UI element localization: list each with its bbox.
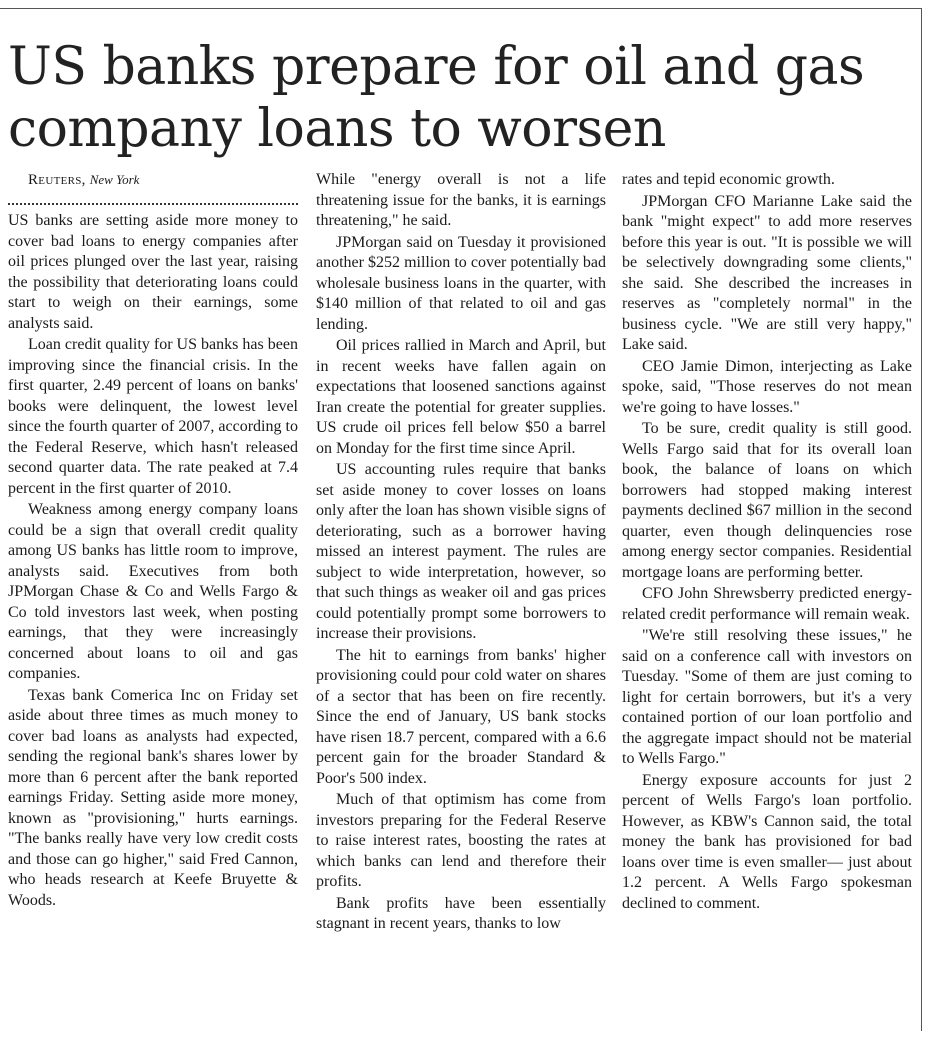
right-rule: [921, 8, 922, 1031]
paragraph: rates and tepid economic growth.: [622, 171, 835, 188]
paragraph: Energy exposure accounts for just 2 percent of Wells Fargo's loan portfolio. However, as KBW's Cannon said, the total money the bank has provisioned for bad loans over time is even smaller— just about 1.2 percent. A Wells Fargo spokesman declined to comment.: [622, 771, 912, 912]
paragraph: To be sure, credit quality is still good. Wells Fargo said that for its overall loan book, the balance of loans on which borrowers had stopped making interest payments declined $67 million in the second quarter, even though delinquencies rose among energy sector companies. Residential mortgage loans are performing better.: [622, 420, 912, 581]
article-column-1: [8, 170, 298, 1032]
byline: [8, 170, 298, 191]
paragraph: Much of that optimism has come from investors preparing for the Federal Reserve to raise interest rates, boosting the rates at which banks can lend and therefore their profits.: [316, 791, 606, 890]
paragraph: Weakness among energy company loans could be a sign that overall credit quality among US banks has little room to improve, analysts said. Executives from both JPMorgan Chase & Co and Wells Fargo & Co told investors last week, when posting earnings, that they were increasingly concerned about loans to oil and gas companies.: [8, 501, 298, 682]
paragraph: CFO John Shrewsberry predicted energy-related credit performance will remain weak.: [622, 585, 912, 623]
top-rule: [0, 8, 921, 9]
paragraph: JPMorgan said on Tuesday it provisioned another $252 million to cover potentially bad wholesale business loans in the quarter, with $140 million of that related to oil and gas lending.: [316, 233, 606, 333]
paragraph: US banks are setting aside more money to cover bad loans to energy companies after oil prices plunged over the last year, raising the possibility that deteriorating loans could start to weigh on their earnings, some analysts said.: [8, 212, 298, 332]
paragraph: While "energy overall is not a life threatening issue for the banks, it is earnings threatening," he said.: [316, 171, 606, 229]
article-column-3: [622, 170, 912, 1032]
paragraph: CEO Jamie Dimon, interjecting as Lake spoke, said, "Those reserves do not mean we're going to have losses.": [622, 357, 912, 416]
paragraph: The hit to earnings from banks' higher provisioning could pour cold water on shares of a sector that has been on fire recently. Since the end of January, US bank stocks have risen 18.7 percent, compared with a 6.6 percent gain for the broader Standard & Poor's 500 index.: [316, 646, 606, 787]
byline-place: New York: [89, 172, 140, 187]
paragraph: JPMorgan CFO Marianne Lake said the bank "might expect" to add more reserves before this year is out. "It is possible we will be selectively downgrading some clients," she said. She described the increases in reserves as "completely normal" in the business cycle. "We are still very happy," Lake said.: [622, 192, 912, 353]
headline: US banks prepare for oil and gas company loans to worsen: [8, 37, 865, 159]
paragraph: Texas bank Comerica Inc on Friday set aside about three times as much money to cover bad loans as analysts had expected, sending the regional bank's shares lower by more than 6 percent after the bank reported earnings Friday. Setting aside more money, known as "provisioning," hurts earnings. "The banks really have very low credit costs and those can go higher," said Fred Cannon, who heads research at Keefe Bruyette & Woods.: [8, 686, 298, 909]
article-column-2: [316, 170, 606, 1032]
paragraph: "We're still resolving these issues," he said on a conference call with investors on Tuesday. "Some of them are just coming to light for certain borrowers, but it's a very contained portion of our loan portfolio and the aggregate impact should not be material to Wells Fargo.": [622, 627, 912, 767]
paragraph: Loan credit quality for US banks has been improving since the financial crisis. In the first quarter, 2.49 percent of loans on banks' books were delinquent, the lowest level since the fourth quarter of 2007, according to the Federal Reserve, which hasn't released second quarter data. The rate peaked at 7.4 percent in the first quarter of 2010.: [8, 336, 298, 497]
byline-agency: Reuters,: [28, 172, 86, 188]
paragraph: Bank profits have been essentially stagnant in recent years, thanks to low: [316, 894, 606, 932]
paragraph: Oil prices rallied in March and April, but in recent weeks have fallen again on expectations that loosened sanctions against Iran create the potential for greater supplies. US crude oil prices fell below $50 a barrel on Monday for the first time since April.: [316, 337, 606, 457]
paragraph: US accounting rules require that banks set aside money to cover losses on loans only after the loan has shown visible signs of deteriorating, such as a borrower having missed an interest payment. The rules are subject to wide interpretation, however, so that such things as weaker oil and gas prices could potentially prompt some borrowers to increase their provisions.: [316, 461, 606, 642]
dotted-divider: [8, 195, 298, 205]
